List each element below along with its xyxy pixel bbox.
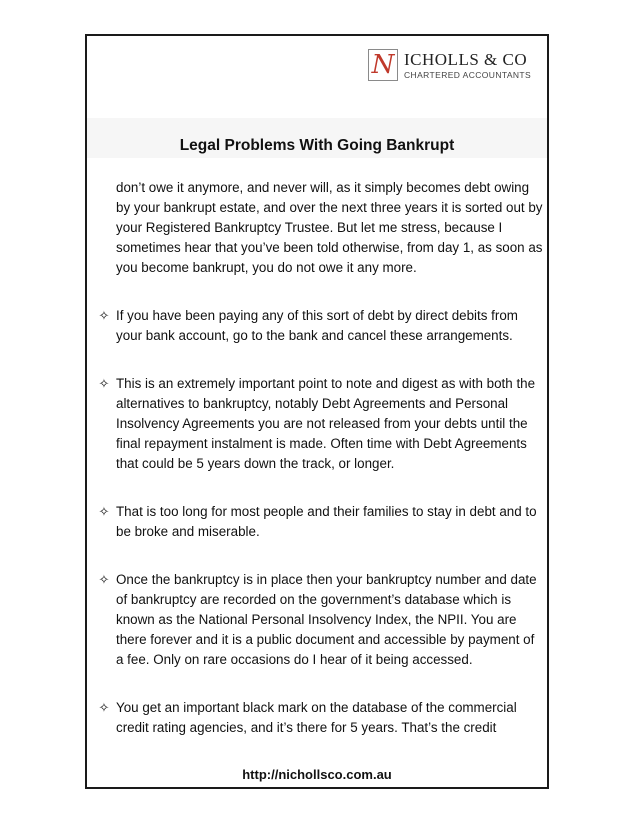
- bullet-text: This is an extremely important point to note and digest as with both the alternatives to bankruptcy, notably Debt Agreements and Personal Insolvency Agreements you are not released from your debts until the final repayment instalment is made. Often time with Debt Agreements that could be 5 years down the track, or longer.: [116, 376, 536, 471]
- bullet-text: If you have been paying any of this sort of debt by direct debits from your bank account, go to the bank and cancel these arrangements.: [116, 308, 518, 343]
- bullet-item: [97, 306, 545, 346]
- logo-initial: N: [371, 50, 395, 80]
- bullet-text: You get an important black mark on the database of the commercial credit rating agencies, and it’s there for 5 years. That’s the credit: [116, 700, 517, 735]
- four-pointed-star-icon: ✧: [98, 700, 110, 715]
- footer-url[interactable]: http://nichollsco.com.au: [242, 767, 392, 782]
- bullet-item: [97, 502, 545, 542]
- four-pointed-star-icon: ✧: [98, 376, 110, 391]
- bullet-item: [97, 698, 545, 738]
- four-pointed-star-icon: ✧: [98, 572, 110, 587]
- logo-name: ICHOLLS & CO: [404, 49, 528, 69]
- logo-initial-box: [368, 49, 398, 81]
- bullet-text: That is too long for most people and their families to stay in debt and to be broke and miserable.: [116, 504, 537, 539]
- logo-text: [404, 49, 531, 81]
- four-pointed-star-icon: ✧: [98, 308, 110, 323]
- logo-subtitle: CHARTERED ACCOUNTANTS: [404, 69, 532, 80]
- four-pointed-star-icon: ✧: [98, 504, 110, 519]
- page-title: Legal Problems With Going Bankrupt: [179, 137, 455, 154]
- bullet-item: [97, 374, 545, 474]
- document-body: [97, 178, 545, 738]
- bullet-text: Once the bankruptcy is in place then your bankruptcy number and date of bankruptcy are recorded on the government’s database which is known as the National Personal Insolvency Index, the NPII. You are there forever and it is a public document and accessible by payment of a fee. Only on rare occasions do I hear of it being accessed.: [116, 572, 537, 667]
- company-logo: [368, 49, 531, 81]
- intro-paragraph: don’t owe it anymore, and never will, as it simply becomes debt owing by your bankrupt estate, and over the next three years it is sorted out by your Registered Bankruptcy Trustee. But let me stress, because I sometimes hear that you’ve been told otherwise, from day 1, as soon as you become bankrupt, you do not owe it any more.: [116, 180, 543, 275]
- bullet-item: [97, 570, 545, 670]
